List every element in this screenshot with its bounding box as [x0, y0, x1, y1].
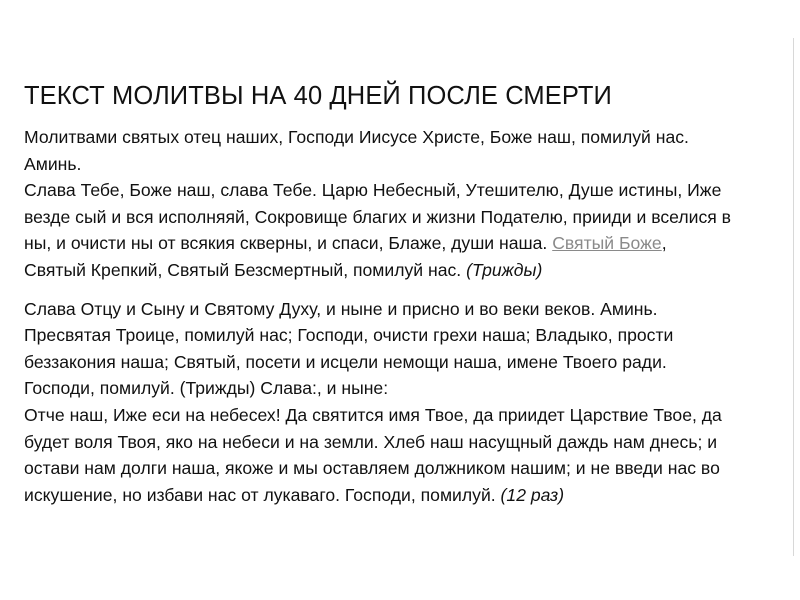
- prayer-article: [24, 78, 776, 508]
- text-line: везде сый и вся исполняяй, Сокровище благих и жизни Подателю, прииди и вселися в: [24, 206, 732, 227]
- page-title: ТЕКСТ МОЛИТВЫ НА 40 ДНЕЙ ПОСЛЕ СМЕРТИ: [24, 82, 612, 110]
- text-segment: ны, и очисти ны от всякия скверны, и спаси, Блаже, души наша.: [24, 233, 553, 254]
- text-segment: искушение, но избави нас от лукаваго. Господи, помилуй.: [24, 484, 501, 505]
- text-line: [24, 230, 776, 257]
- text-line: Аминь.: [24, 153, 82, 174]
- text-segment: ,: [661, 233, 667, 254]
- text-segment: Святый Крепкий, Святый Безсмертный, помилуй нас.: [24, 259, 467, 280]
- text-line: Отче наш, Иже еси на небесех! Да святится имя Твое, да приидет Царствие Твое, да: [24, 404, 722, 425]
- text-line: [24, 482, 776, 509]
- text-line: Слава Тебе, Боже наш, слава Тебе. Царю Небесный, Утешителю, Душе истины, Иже: [24, 180, 722, 201]
- page-edge-divider: [793, 38, 794, 556]
- repeat-note: (12 раз): [500, 484, 565, 505]
- text-line: [24, 257, 776, 284]
- text-line: будет воля Твоя, яко на небеси и на земли. Хлеб наш насущный даждь нам днесь; и: [24, 431, 718, 452]
- text-line: Слава Отцу и Сыну и Святому Духу, и ныне и присно и во веки веков. Аминь.: [24, 298, 658, 319]
- svyatyi-bozhe-link[interactable]: Святый Боже: [552, 233, 662, 254]
- text-line: остави нам долги наша, якоже и мы оставляем должником нашим; и не введи нас во: [24, 458, 720, 479]
- text-line: Пресвятая Троице, помилуй нас; Господи, очисти грехи наша; Владыко, прости: [24, 325, 674, 346]
- prayer-paragraph-1: [24, 124, 776, 284]
- text-line: Молитвами святых отец наших, Господи Иисусе Христе, Боже наш, помилуй нас.: [24, 127, 689, 147]
- text-line: беззакония наша; Святый, посети и исцели немощи наша, имене Твоего ради.: [24, 351, 667, 372]
- repeat-note: (Трижды): [466, 259, 543, 280]
- prayer-paragraph-2: [24, 296, 776, 509]
- text-line: Господи, помилуй. (Трижды) Слава:, и ныне:: [24, 378, 389, 399]
